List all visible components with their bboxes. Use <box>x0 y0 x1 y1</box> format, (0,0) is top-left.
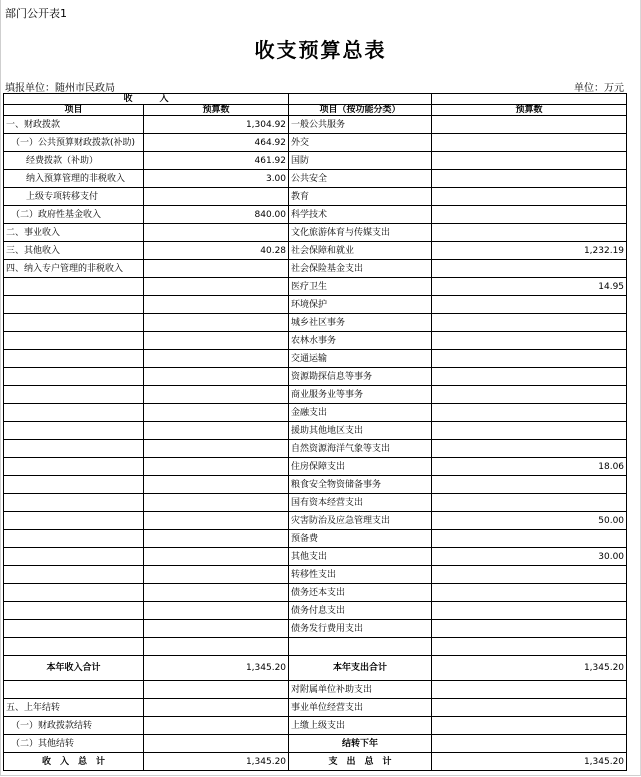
income-amount <box>144 530 289 548</box>
table-row <box>4 476 627 494</box>
expense-amount <box>432 296 627 314</box>
expense-item: 交通运输 <box>289 350 432 368</box>
income-amount <box>144 476 289 494</box>
income-item: 纳入预算管理的非税收入 <box>4 170 144 188</box>
income-item <box>4 512 144 530</box>
grand-expense-amount: 1,345.20 <box>432 753 627 771</box>
expense-year-total-label: 本年支出合计 <box>289 656 432 681</box>
expense-item: 预备费 <box>289 530 432 548</box>
expense-item: 国防 <box>289 152 432 170</box>
income-item <box>4 584 144 602</box>
subsidy-subunits-label: 对附属单位补助支出 <box>289 681 432 699</box>
expense-item: 城乡社区事务 <box>289 314 432 332</box>
income-amount: 464.92 <box>144 134 289 152</box>
income-amount <box>144 404 289 422</box>
fiscal-carryover-label: （一）财政拨款结转 <box>4 717 144 735</box>
expense-amount: 14.95 <box>432 278 627 296</box>
table-row <box>4 332 627 350</box>
income-amount <box>144 350 289 368</box>
income-item <box>4 530 144 548</box>
expense-item: 自然资源海洋气象等支出 <box>289 440 432 458</box>
expense-item: 住房保障支出 <box>289 458 432 476</box>
table-row <box>4 134 627 152</box>
currency-unit: 单位：万元 <box>574 83 624 94</box>
income-item <box>4 566 144 584</box>
expense-amount <box>432 584 627 602</box>
table-row <box>4 260 627 278</box>
expense-item: 公共安全 <box>289 170 432 188</box>
table-row <box>4 548 627 566</box>
income-amount <box>144 440 289 458</box>
income-item: （二）政府性基金收入 <box>4 206 144 224</box>
expense-amount: 30.00 <box>432 548 627 566</box>
income-item: 上级专项转移支付 <box>4 188 144 206</box>
table-row <box>4 735 627 753</box>
income-item <box>4 314 144 332</box>
table-row <box>4 296 627 314</box>
table-row <box>4 224 627 242</box>
grand-expense-label: 支 出 总 计 <box>289 753 432 771</box>
budget-table <box>3 93 627 771</box>
expense-amount <box>432 350 627 368</box>
expense-item: 其他支出 <box>289 548 432 566</box>
expense-item: 国有资本经营支出 <box>289 494 432 512</box>
income-amount <box>144 422 289 440</box>
table-row <box>4 278 627 296</box>
table-row <box>4 314 627 332</box>
expense-amount <box>432 260 627 278</box>
expense-amount <box>432 134 627 152</box>
income-item <box>4 458 144 476</box>
expense-amount <box>432 188 627 206</box>
expense-item: 转移性支出 <box>289 566 432 584</box>
income-amount <box>144 584 289 602</box>
col-header-budget-exp: 预算数 <box>432 105 627 116</box>
table-row <box>4 206 627 224</box>
income-item <box>4 368 144 386</box>
income-item <box>4 422 144 440</box>
income-item: 四、纳入专户管理的非税收入 <box>4 260 144 278</box>
table-row <box>4 699 627 717</box>
income-item <box>4 350 144 368</box>
expense-item: 金融支出 <box>289 404 432 422</box>
income-item <box>4 332 144 350</box>
expense-amount <box>432 314 627 332</box>
table-row <box>4 152 627 170</box>
income-amount <box>144 512 289 530</box>
income-amount <box>144 314 289 332</box>
reporting-unit: 填报单位：随州市民政局 <box>5 83 115 94</box>
expense-item: 灾害防治及应急管理支出 <box>289 512 432 530</box>
income-year-total-label: 本年收入合计 <box>4 656 144 681</box>
col-header-budget: 预算数 <box>144 105 289 116</box>
income-item <box>4 404 144 422</box>
income-amount <box>144 296 289 314</box>
table-row <box>4 494 627 512</box>
col-header-item: 项目 <box>4 105 144 116</box>
income-amount <box>144 278 289 296</box>
table-row <box>4 116 627 134</box>
table-row <box>4 638 627 656</box>
income-amount <box>144 260 289 278</box>
expense-amount: 18.06 <box>432 458 627 476</box>
expense-item: 资源勘探信息等事务 <box>289 368 432 386</box>
expense-item: 教育 <box>289 188 432 206</box>
year-total-row <box>4 656 627 681</box>
income-amount <box>144 548 289 566</box>
income-item: 二、事业收入 <box>4 224 144 242</box>
income-amount <box>144 368 289 386</box>
income-item <box>4 620 144 638</box>
expense-item: 医疗卫生 <box>289 278 432 296</box>
expense-item: 农林水事务 <box>289 332 432 350</box>
expense-amount <box>432 224 627 242</box>
expense-amount <box>432 422 627 440</box>
income-amount: 3.00 <box>144 170 289 188</box>
expense-amount <box>432 638 627 656</box>
table-row <box>4 350 627 368</box>
income-item <box>4 548 144 566</box>
other-carryover-label: （二）其他结转 <box>4 735 144 753</box>
expense-item: 外交 <box>289 134 432 152</box>
expense-amount <box>432 494 627 512</box>
table-row <box>4 620 627 638</box>
grand-income-amount: 1,345.20 <box>144 753 289 771</box>
expense-item <box>289 638 432 656</box>
expense-item: 环境保护 <box>289 296 432 314</box>
expense-item: 社会保障和就业 <box>289 242 432 260</box>
expense-amount: 50.00 <box>432 512 627 530</box>
expense-item: 商业服务业等事务 <box>289 386 432 404</box>
expense-amount <box>432 152 627 170</box>
table-row <box>4 584 627 602</box>
grand-income-label: 收 入 总 计 <box>4 753 144 771</box>
expense-amount <box>432 368 627 386</box>
table-row <box>4 386 627 404</box>
expense-item: 债务付息支出 <box>289 602 432 620</box>
table-row <box>4 170 627 188</box>
table-row <box>4 566 627 584</box>
income-amount <box>144 638 289 656</box>
expense-amount <box>432 170 627 188</box>
col-header-item-exp: 项目（按功能分类） <box>289 105 432 116</box>
expense-item: 社会保险基金支出 <box>289 260 432 278</box>
income-item <box>4 440 144 458</box>
income-item: 三、其他收入 <box>4 242 144 260</box>
income-amount <box>144 332 289 350</box>
table-row <box>4 458 627 476</box>
income-group-header: 收 入 <box>4 94 289 105</box>
income-amount: 840.00 <box>144 206 289 224</box>
expense-amount <box>432 476 627 494</box>
grand-total-row <box>4 753 627 771</box>
expense-amount <box>432 332 627 350</box>
expense-amount: 1,232.19 <box>432 242 627 260</box>
expense-year-total-amount: 1,345.20 <box>432 656 627 681</box>
income-amount <box>144 224 289 242</box>
income-amount: 40.28 <box>144 242 289 260</box>
income-item: （一）公共预算财政拨款(补助) <box>4 134 144 152</box>
table-row <box>4 368 627 386</box>
table-row <box>4 404 627 422</box>
expense-amount <box>432 566 627 584</box>
expense-amount <box>432 116 627 134</box>
table-row <box>4 530 627 548</box>
income-item <box>4 386 144 404</box>
expense-amount <box>432 386 627 404</box>
income-item: 经费拨款（补助） <box>4 152 144 170</box>
income-item <box>4 296 144 314</box>
header-row-group <box>4 94 627 105</box>
income-amount <box>144 620 289 638</box>
expense-amount <box>432 206 627 224</box>
table-row <box>4 512 627 530</box>
carryover-label: 五、上年结转 <box>4 699 144 717</box>
income-item <box>4 476 144 494</box>
table-row <box>4 440 627 458</box>
table-row <box>4 188 627 206</box>
table-tag: 部门公开表1 <box>5 7 67 20</box>
header-row <box>4 105 627 116</box>
income-amount: 461.92 <box>144 152 289 170</box>
table-row <box>4 681 627 699</box>
table-row <box>4 422 627 440</box>
income-amount <box>144 602 289 620</box>
expense-item: 援助其他地区支出 <box>289 422 432 440</box>
expense-item: 文化旅游体育与传媒支出 <box>289 224 432 242</box>
income-item <box>4 278 144 296</box>
income-amount: 1,304.92 <box>144 116 289 134</box>
income-amount <box>144 494 289 512</box>
expense-amount <box>432 620 627 638</box>
income-year-total-amount: 1,345.20 <box>144 656 289 681</box>
expense-item: 债务发行费用支出 <box>289 620 432 638</box>
operating-expense-label: 事业单位经营支出 <box>289 699 432 717</box>
expense-item: 粮食安全物资储备事务 <box>289 476 432 494</box>
expense-amount <box>432 530 627 548</box>
table-row <box>4 602 627 620</box>
expense-item: 一般公共服务 <box>289 116 432 134</box>
expense-amount <box>432 440 627 458</box>
carry-next-year-label: 结转下年 <box>289 735 432 753</box>
income-amount <box>144 188 289 206</box>
income-item <box>4 638 144 656</box>
expense-item: 科学技术 <box>289 206 432 224</box>
remit-upper-label: 上缴上级支出 <box>289 717 432 735</box>
table-row <box>4 717 627 735</box>
income-amount <box>144 386 289 404</box>
expense-item: 债务还本支出 <box>289 584 432 602</box>
income-item: 一、财政拨款 <box>4 116 144 134</box>
income-item <box>4 602 144 620</box>
income-amount <box>144 566 289 584</box>
income-amount <box>144 458 289 476</box>
income-item <box>4 494 144 512</box>
page-title: 收支预算总表 <box>254 38 387 62</box>
table-row <box>4 242 627 260</box>
expense-amount <box>432 602 627 620</box>
expense-amount <box>432 404 627 422</box>
